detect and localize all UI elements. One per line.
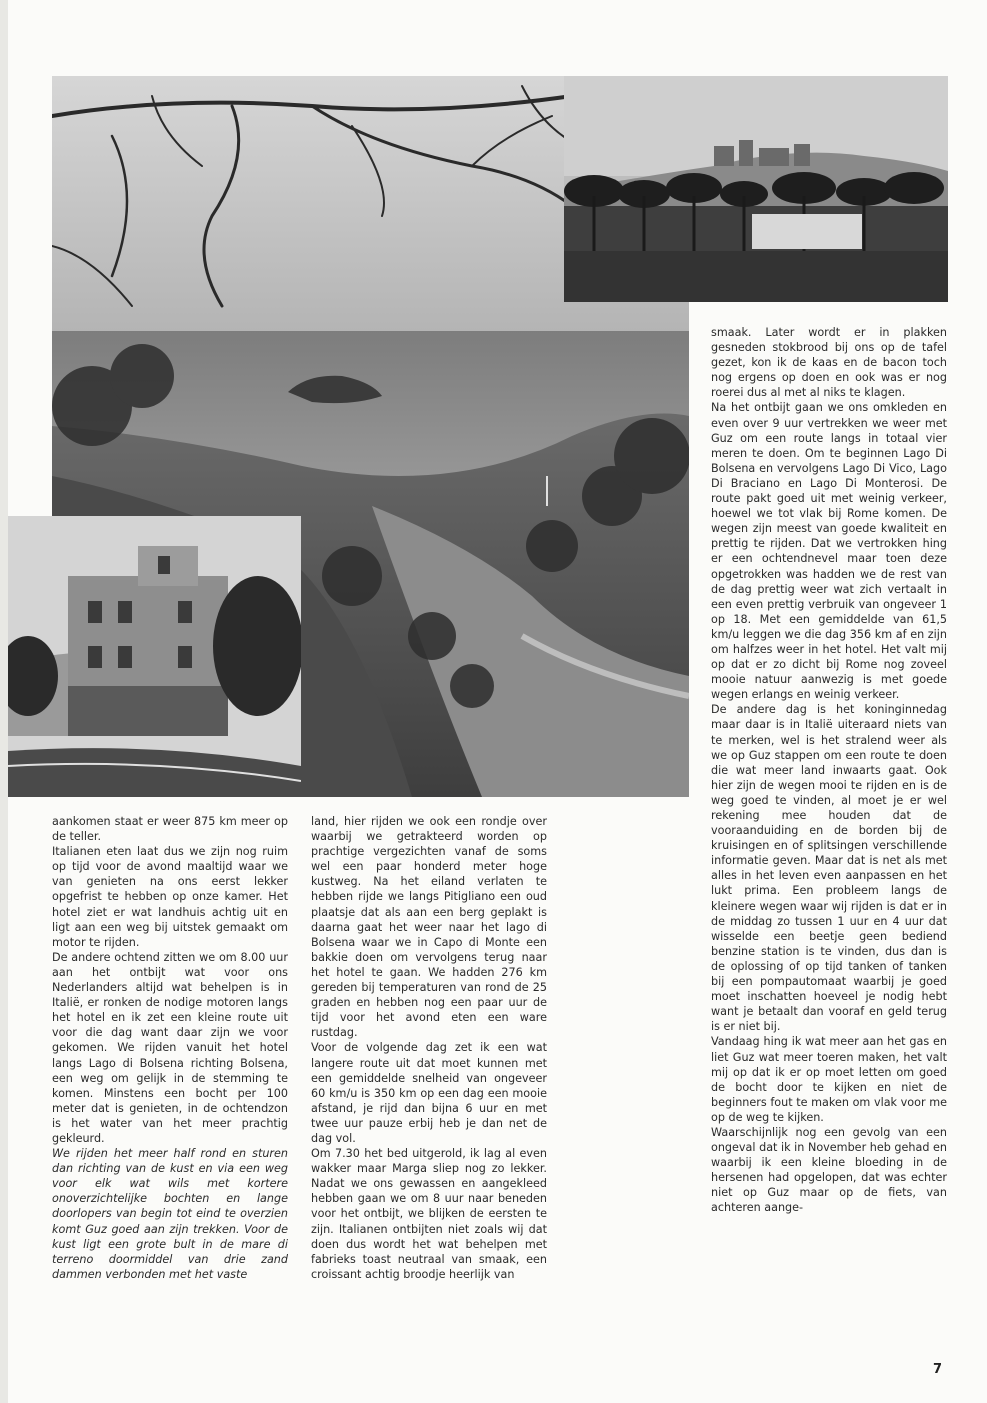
paragraph: We rijden het meer half rond en sturen dan richting van de kust en via een weg voor elk wat wils met kortere onoverzichtelijke bochten en lange doorlopers van begin tot eind te overzien komt Guz goed aan zijn trekken. Voor de kust ligt een grote bult in de mare di terreno doormiddel van drie zand dammen verbonden met het vaste xyxy=(52,1147,288,1281)
paragraph: De andere ochtend zitten we om 8.00 uur aan het ontbijt wat voor ons Nederlanders altijd wat behelpen is in Italië, er ronken de nodige motoren langs het hotel en ik zet een kleine route uit voor die dag want daar zijn we voor gekomen. We rijden vanuit het hotel langs Lago di Bolsena richting Bolsena, een weg om gelijk in de stemming te komen. Minstens een bocht per 100 meter dat is genieten, in de ochtendzon is het water van het meer prachtig gekleurd. xyxy=(52,950,288,1145)
page-number: 7 xyxy=(933,1362,943,1377)
text-column-1 xyxy=(52,814,288,1282)
paragraph: aankomen staat er weer 875 km meer op de teller. xyxy=(52,815,288,844)
misty-town-photo xyxy=(564,76,948,302)
text-column-2 xyxy=(311,814,547,1282)
paragraph: Na het ontbijt gaan we ons omkleden en even over 9 uur vertrekken we weer met Guz om een route langs in totaal vier meren te doen. Om te beginnen Lago Di Bolsena en vervolgens Lago Di Vico, Lago Di Braciano en Lago Di Monterosi. De route pakt goed uit met weinig verkeer, hoewel we tot vlak bij Rome komen. De wegen zijn meest van goede kwaliteit en prettig te rijden. Dat we vertrokken hing er een ochtendnevel maar toen deze opgetrokken was hadden we de rest van de dag prettig weer wat zich vertaalt in een even prettig verbruik van ongeveer 1 op 18. Met een gemiddelde van 61,5 km/u leggen we die dag 356 km af en zijn om halfzes weer in het hotel. Het valt mij op dat er zo dicht bij Rome nog zoveel mooie natuur aanwezig is met goede wegen erlangs en weinig verkeer. xyxy=(711,401,947,702)
text-column-3 xyxy=(711,325,947,1216)
paragraph: De andere dag is het koninginnedag maar daar is in Italië uiteraard niets van te merken, wel is het stralend weer als we op Guz stappen om een route te doen die wat meer land inwaarts gaat. Ook hier zijn de wegen mooi te rijden en is de weg goed te vinden, al moet je er wel rekening mee houden dat de vooraanduiding en de borden bij de kruisingen en of splitsingen verschillende informatie geven. Maar dat is net als met alles in het leven even aanpassen en het lukt prima. Een probleem langs de kleinere wegen waar wij rijden is dat er in de middag zo tussen 1 uur en 4 uur dat wisselde een beetje geen bediend benzine station is te vinden, dus dan is de oplossing of op tijd tanken of tanken bij een pompautomaat waarbij je goed moet inschatten hoeveel je nodig hebt want je betaalt dan vooraf en geld terug is er niet bij. xyxy=(711,703,947,1034)
page-edge xyxy=(0,0,8,1403)
paragraph: Italianen eten laat dus we zijn nog ruim op tijd voor de avond maaltijd waar we van genieten na ons eerst lekker opgefrist te hebben op onze kamer. Het hotel ziet er wat landhuis achtig uit en ligt aan een weg bij uitstek gemaakt om motor te rijden. xyxy=(52,845,288,949)
hotel-building-photo xyxy=(8,516,301,797)
paragraph: Om 7.30 het bed uitgerold, ik lag al even wakker maar Marga sliep nog zo lekker. Nadat we ons gewassen en aangekleed hebben gaan we om 8 uur naar beneden voor het ontbijt, we blijken de eersten te zijn. Italianen ontbijten niet zoals wij dat doen dus wordt het wat behelpen met fabrieks toast neutraal van smaak, een croissant achtig broodje heerlijk van xyxy=(311,1147,547,1281)
paragraph: smaak. Later wordt er in plakken gesneden stokbrood bij ons op de tafel gezet, kon ik de kaas en de bacon toch nog ergens op doen en ook was er nog roerei dus al met al niks te klagen. xyxy=(711,326,947,400)
paragraph: Voor de volgende dag zet ik een wat langere route uit dat moet kunnen met een gemiddelde snelheid van ongeveer 60 km/u is 350 km op een dag een mooie afstand, je rijd dan bijna 6 uur en met twee uur pauze erbij heb je dan net de dag vol. xyxy=(311,1041,547,1145)
paragraph: land, hier rijden we ook een rondje over waarbij we getrakteerd worden op prachtige vergezichten vanaf de soms wel een paar honderd meter hoge kustweg. Na het eiland verlaten te hebben rijde we langs Pitigliano een oud plaatsje dat als aan een berg geplakt is daarna gaat het weer naar het lago di Bolsena waar we in Capo di Monte een bakkie doen om vervolgens terug naar het hotel te gaan. We hadden 276 km gereden bij temperaturen van rond de 25 graden en hebben nog een paar uur de tijd voor het avond eten een ware rustdag. xyxy=(311,815,547,1040)
paragraph: Vandaag hing ik wat meer aan het gas en liet Guz wat meer toeren maken, het valt mij op dat ik er op moet letten om goed de bocht door te kijken en niet de beginners fout te maken om vlak voor me op de weg te kijken. xyxy=(711,1035,947,1124)
paragraph: Waarschijnlijk nog een gevolg van een ongeval dat ik in November heb gehad en waarbij ik een kleine bloeding in de hersenen had opgelopen, dat was echter niet op Guz maar op de fiets, van achteren aange- xyxy=(711,1125,947,1215)
